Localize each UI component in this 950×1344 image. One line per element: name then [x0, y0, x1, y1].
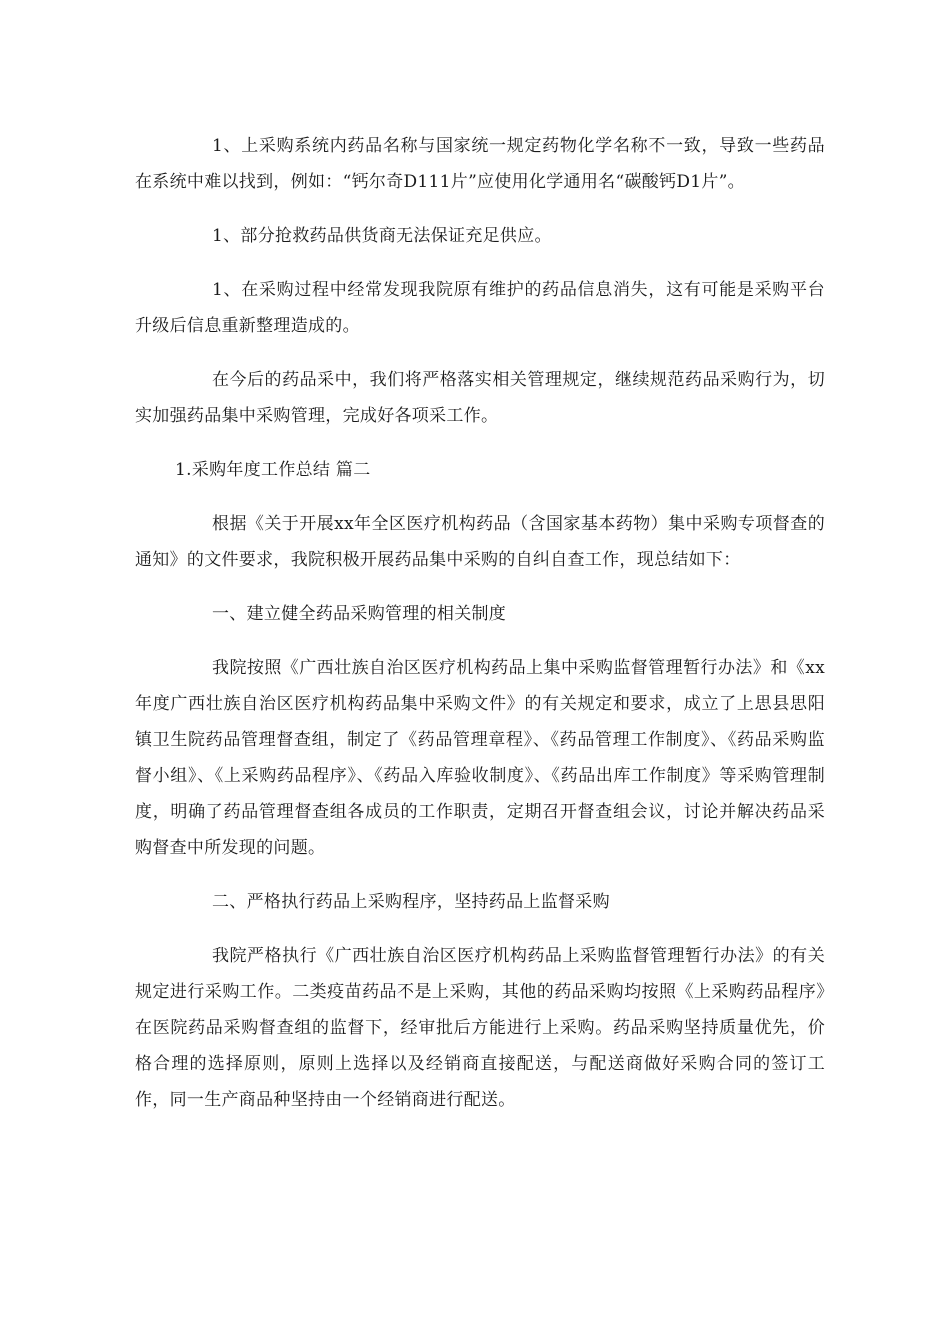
paragraph-7: 我院严格执行《广西壮族自治区医疗机构药品上采购监督管理暂行办法》的有关规定进行采购工作。二类疫苗药品不是上采购，其他的药品采购均按照《上采购药品程序》在医院药品采购督查组的监督下，经审批后方能进行上采购。药品采购坚持质量优先，价格合理的选择原则，原则上选择以及经销商直接配送，与配送商做好采购合同的签订工作，同一生产商品种坚持由一个经销商进行配送。 — [135, 946, 825, 1110]
document-page — [135, 128, 825, 1136]
subheading-1: 一、建立健全药品采购管理的相关制度 — [212, 604, 507, 624]
paragraph-1: 1、上采购系统内药品名称与国家统一规定药物化学名称不一致，导致一些药品在系统中难以找到，例如：“钙尔奇D111片”应使用化学通用名“碳酸钙D1片”。 — [135, 136, 825, 192]
section-heading: 1.采购年度工作总结 篇二 — [175, 460, 371, 480]
paragraph-4: 在今后的药品采中，我们将严格落实相关管理规定，继续规范药品采购行为，切实加强药品集中采购管理，完成好各项采工作。 — [135, 370, 825, 426]
paragraph-5: 根据《关于开展xx年全区医疗机构药品（含国家基本药物）集中采购专项督查的通知》的文件要求，我院积极开展药品集中采购的自纠自查工作，现总结如下： — [135, 514, 825, 570]
paragraph-2: 1、部分抢救药品供货商无法保证充足供应。 — [212, 226, 552, 246]
paragraph-6: 我院按照《广西壮族自治区医疗机构药品上集中采购监督管理暂行办法》和《xx年度广西壮族自治区医疗机构药品集中采购文件》的有关规定和要求，成立了上思县思阳镇卫生院药品管理督查组，制定了《药品管理章程》、《药品管理工作制度》、《药品采购监督小组》、《上采购药品程序》、《药品入库验收制度》、《药品出库工作制度》等采购管理制度，明确了药品管理督查组各成员的工作职责，定期召开督查组会议，讨论并解决药品采购督查中所发现的问题。 — [135, 658, 825, 858]
paragraph-3: 1、在采购过程中经常发现我院原有维护的药品信息消失，这有可能是采购平台升级后信息重新整理造成的。 — [135, 280, 825, 336]
subheading-2: 二、严格执行药品上采购程序，坚持药品上监督采购 — [212, 892, 610, 912]
